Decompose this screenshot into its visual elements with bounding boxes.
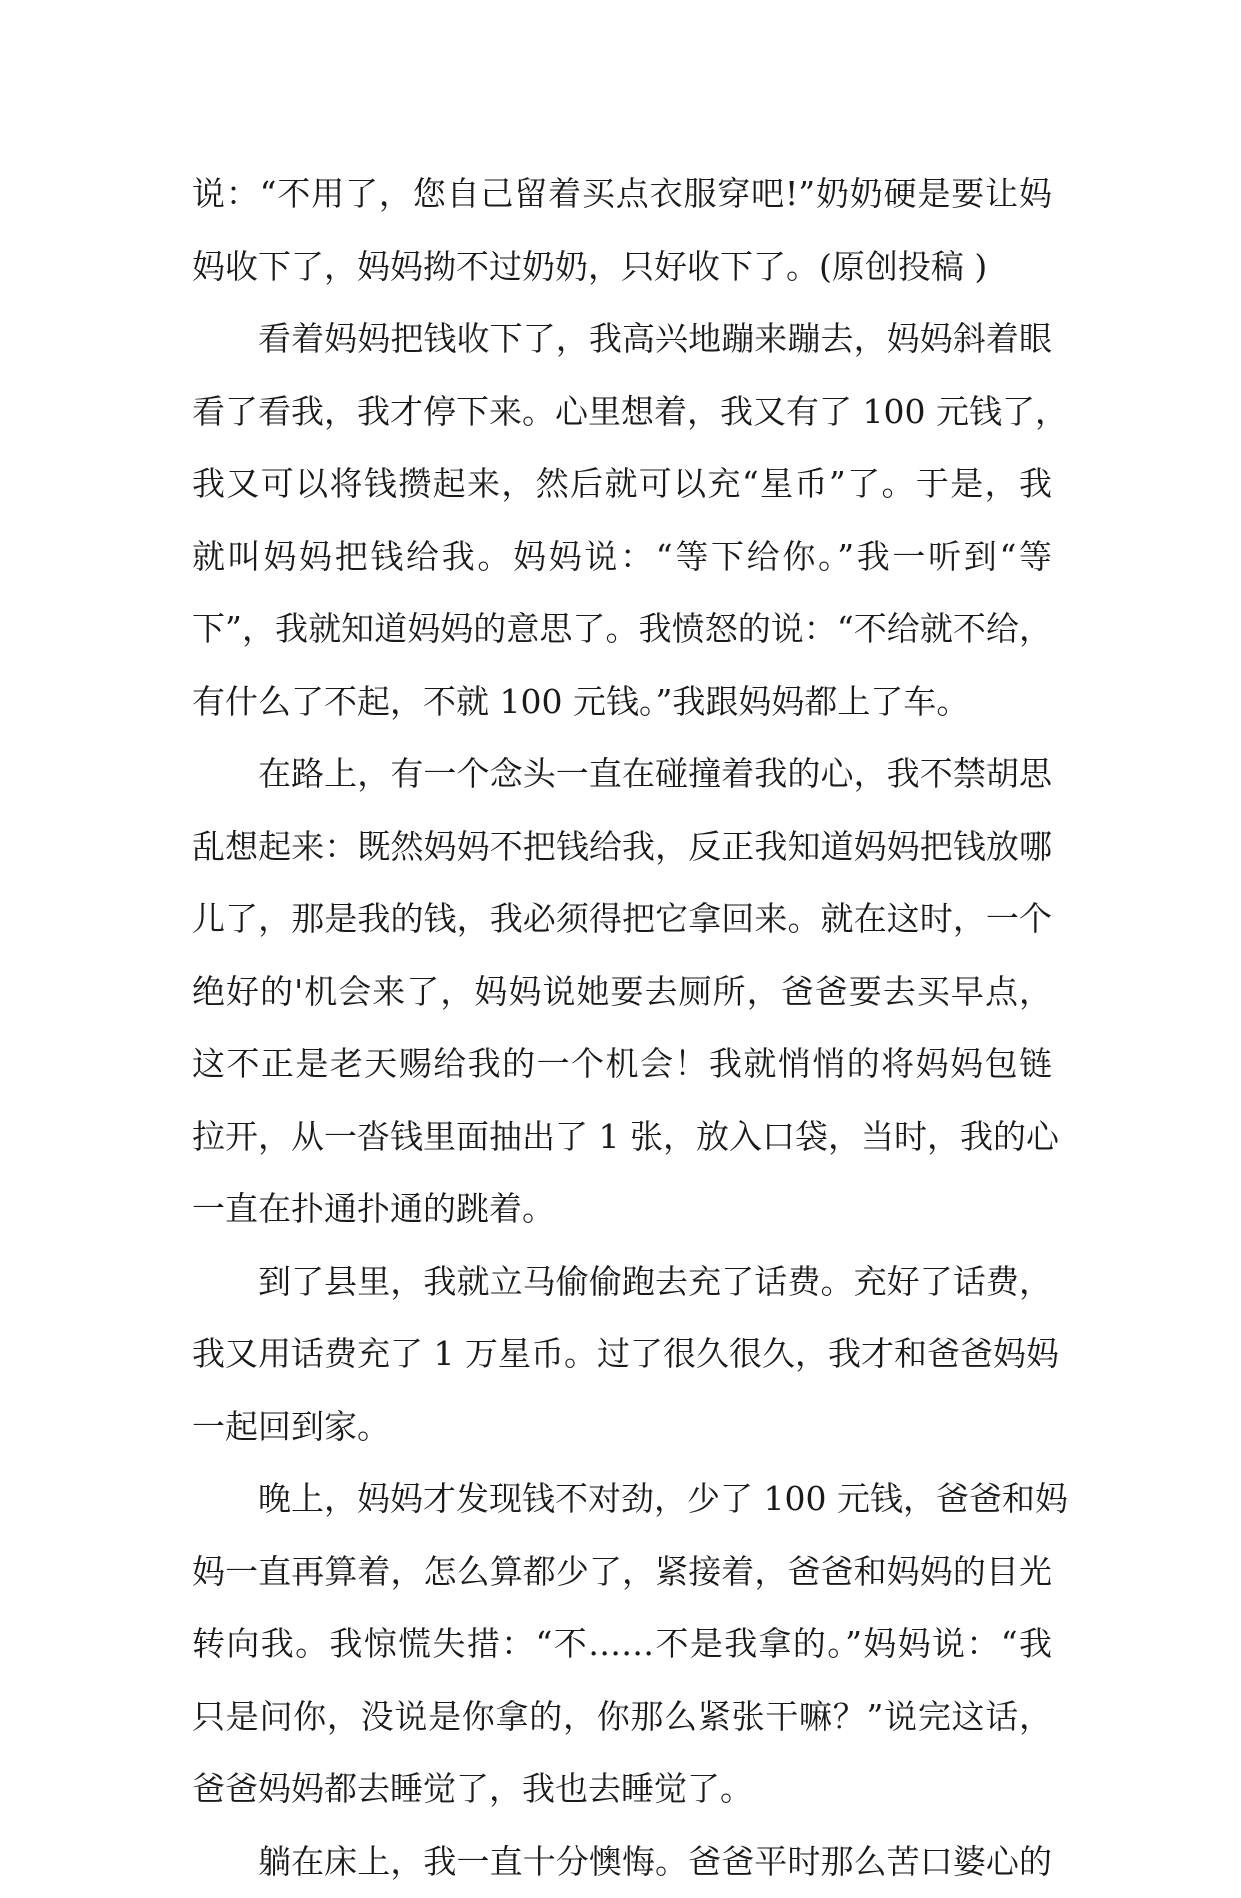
paragraph-first-line: 在路上，有一个念头一直在碰撞着我的心，我不禁胡思 xyxy=(192,738,1052,811)
paragraph-first-line: 躺在床上，我一直十分懊悔。爸爸平时那么苦口婆心的 xyxy=(192,1826,1052,1898)
text-line: 转向我。我惊慌失措：“不……不是我拿的。”妈妈说：“我 xyxy=(192,1608,1052,1681)
text-line: 妈一直再算着，怎么算都少了，紧接着，爸爸和妈妈的目光 xyxy=(192,1536,1052,1609)
text-line: 下”，我就知道妈妈的意思了。我愤怒的说：“不给就不给， xyxy=(192,593,1052,666)
text-line: 这不正是老天赐给我的一个机会！我就悄悄的将妈妈包链 xyxy=(192,1028,1052,1101)
text-line: 我又用话费充了 1 万星币。过了很久很久，我才和爸爸妈妈 xyxy=(192,1318,1052,1391)
text-line: 有什么了不起，不就 100 元钱。”我跟妈妈都上了车。 xyxy=(192,666,1052,739)
text-line: 拉开，从一沓钱里面抽出了 1 张，放入口袋，当时，我的心 xyxy=(192,1101,1052,1174)
text-line: 儿了，那是我的钱，我必须得把它拿回来。就在这时，一个 xyxy=(192,883,1052,956)
text-line: 看了看我，我才停下来。心里想着，我又有了 100 元钱了， xyxy=(192,376,1052,449)
paragraph-first-line: 晚上，妈妈才发现钱不对劲，少了 100 元钱，爸爸和妈 xyxy=(192,1463,1052,1536)
text-line: 爸爸妈妈都去睡觉了，我也去睡觉了。 xyxy=(192,1753,1052,1826)
text-line: 一起回到家。 xyxy=(192,1391,1052,1464)
text-line: 乱想起来：既然妈妈不把钱给我，反正我知道妈妈把钱放哪 xyxy=(192,811,1052,884)
paragraph-first-line: 看着妈妈把钱收下了，我高兴地蹦来蹦去，妈妈斜着眼 xyxy=(192,303,1052,376)
text-line: 妈收下了，妈妈拗不过奶奶，只好收下了。(原创投稿 ) xyxy=(192,231,1052,304)
text-line: 就叫妈妈把钱给我。妈妈说：“等下给你。”我一听到“等 xyxy=(192,521,1052,594)
text-line: 说：“不用了，您自己留着买点衣服穿吧!”奶奶硬是要让妈 xyxy=(192,158,1052,231)
document-body xyxy=(192,158,1052,1898)
text-line: 一直在扑通扑通的跳着。 xyxy=(192,1173,1052,1246)
text-line: 绝好的'机会来了，妈妈说她要去厕所，爸爸要去买早点， xyxy=(192,956,1052,1029)
paragraph-first-line: 到了县里，我就立马偷偷跑去充了话费。充好了话费， xyxy=(192,1246,1052,1319)
text-line: 只是问你，没说是你拿的，你那么紧张干嘛？”说完这话， xyxy=(192,1681,1052,1754)
text-line: 我又可以将钱攒起来，然后就可以充“星币”了。于是，我 xyxy=(192,448,1052,521)
